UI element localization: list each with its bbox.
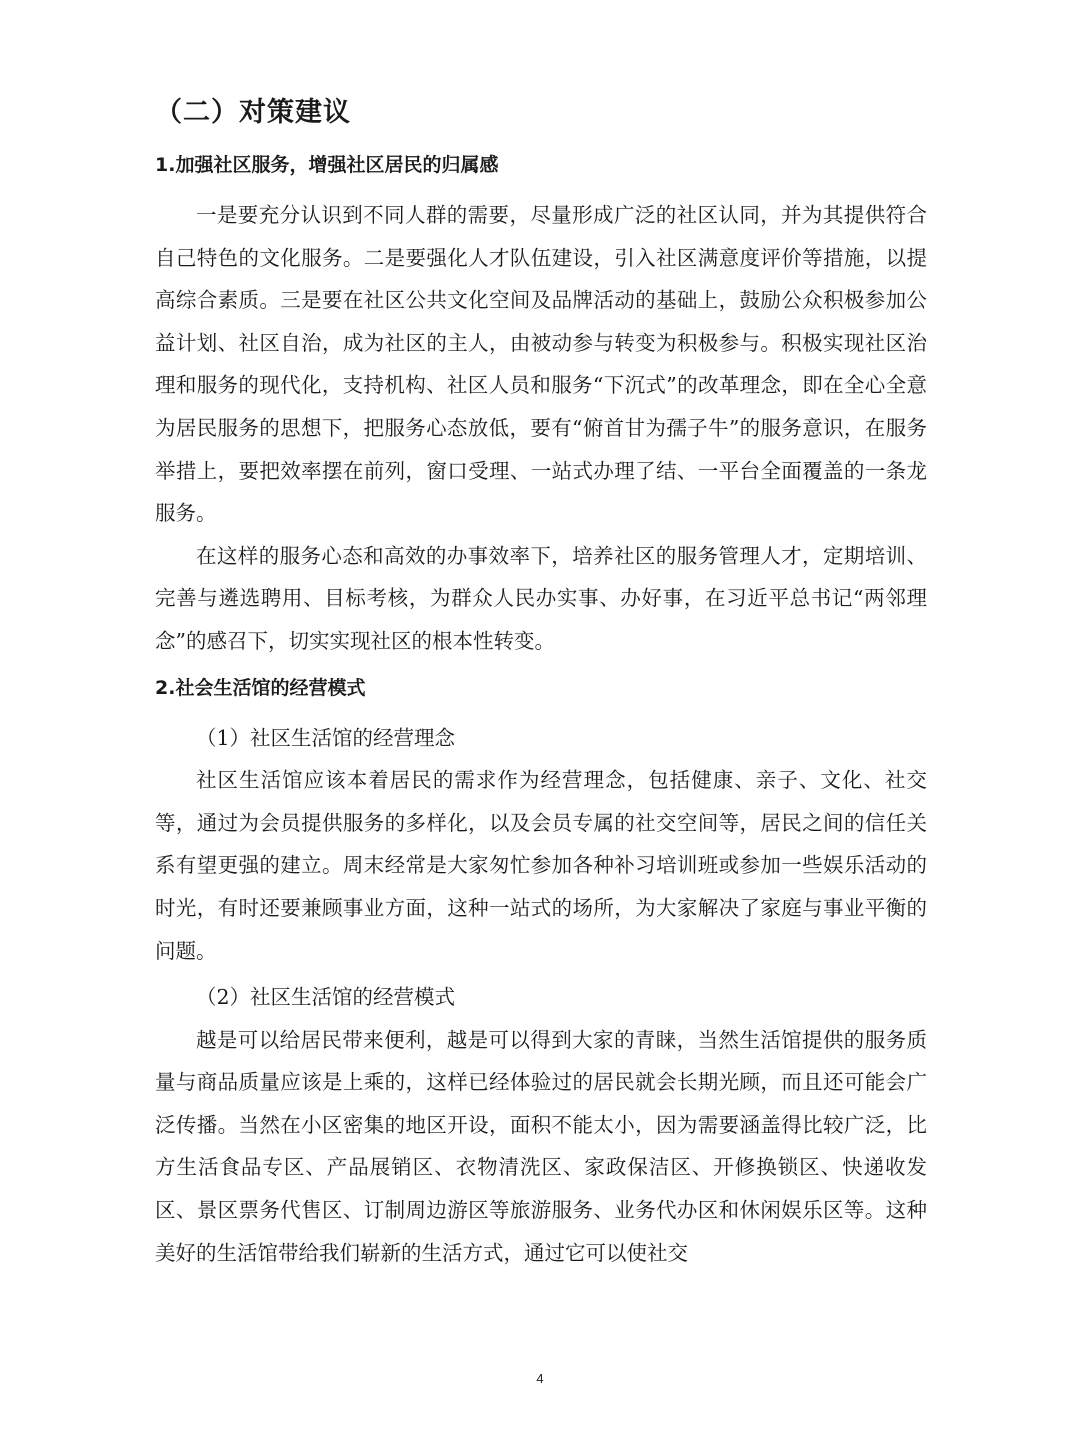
part-1-paragraph: 社区生活馆应该本着居民的需求作为经营理念，包括健康、亲子、文化、社交等，通过为会员提供服务的多样化，以及会员专属的社交空间等，居民之间的信任关系有望更强的建立。周末经常是大家匆忙参加各种补习培训班或参加一些娱乐活动的时光，有时还要兼顾事业方面，这种一站式的场所，为大家解决了家庭与事业平衡的问题。 xyxy=(155,768,927,963)
subsection-2-heading: 2.社会生活馆的经营模式 xyxy=(155,676,366,699)
subsection-1-heading: 1.加强社区服务，增强社区居民的归属感 xyxy=(155,154,499,176)
section-title: （二）对策建议 xyxy=(155,97,351,128)
page-number: 4 xyxy=(536,1371,544,1386)
subsection-1-paragraph-1: 一是要充分认识到不同人群的需要，尽量形成广泛的社区认同，并为其提供符合自己特色的文化服务。二是要强化人才队伍建设，引入社区满意度评价等措施，以提高综合素质。三是要在社区公共文化空间及品牌活动的基础上，鼓励公众积极参加公益计划、社区自治，成为社区的主人，由被动参与转变为积极参与。积极实现社区治理和服务的现代化，支持机构、社区人员和服务“下沉式”的改革理念，即在全心全意为居民服务的思想下，把服务心态放低，要有“俯首甘为孺子牛”的服务意识，在服务举措上，要把效率摆在前列，窗口受理、一站式办理了结、一平台全面覆盖的一条龙服务。 xyxy=(155,203,927,526)
subsection-1-paragraph-2: 在这样的服务心态和高效的办事效率下，培养社区的服务管理人才，定期培训、完善与遴选聘用、目标考核，为群众人民办实事、办好事，在习近平总书记“两邻理念”的感召下，切实实现社区的根本性转变。 xyxy=(155,543,927,653)
page-body xyxy=(155,92,927,1274)
part-1-title: （1）社区生活馆的经营理念 xyxy=(196,725,456,750)
part-2-paragraph: 越是可以给居民带来便利，越是可以得到大家的青睐，当然生活馆提供的服务质量与商品质量应该是上乘的，这样已经体验过的居民就会长期光顾，而且还可能会广泛传播。当然在小区密集的地区开设，面积不能太小，因为需要涵盖得比较广泛，比方生活食品专区、产品展销区、衣物清洗区、家政保洁区、开修换锁区、快递收发区、景区票务代售区、订制周边游区等旅游服务、业务代办区和休闲娱乐区等。这种美好的生活馆带给我们崭新的生活方式，通过它可以使社交 xyxy=(155,1027,927,1265)
part-2-title: （2）社区生活馆的经营模式 xyxy=(196,985,456,1010)
